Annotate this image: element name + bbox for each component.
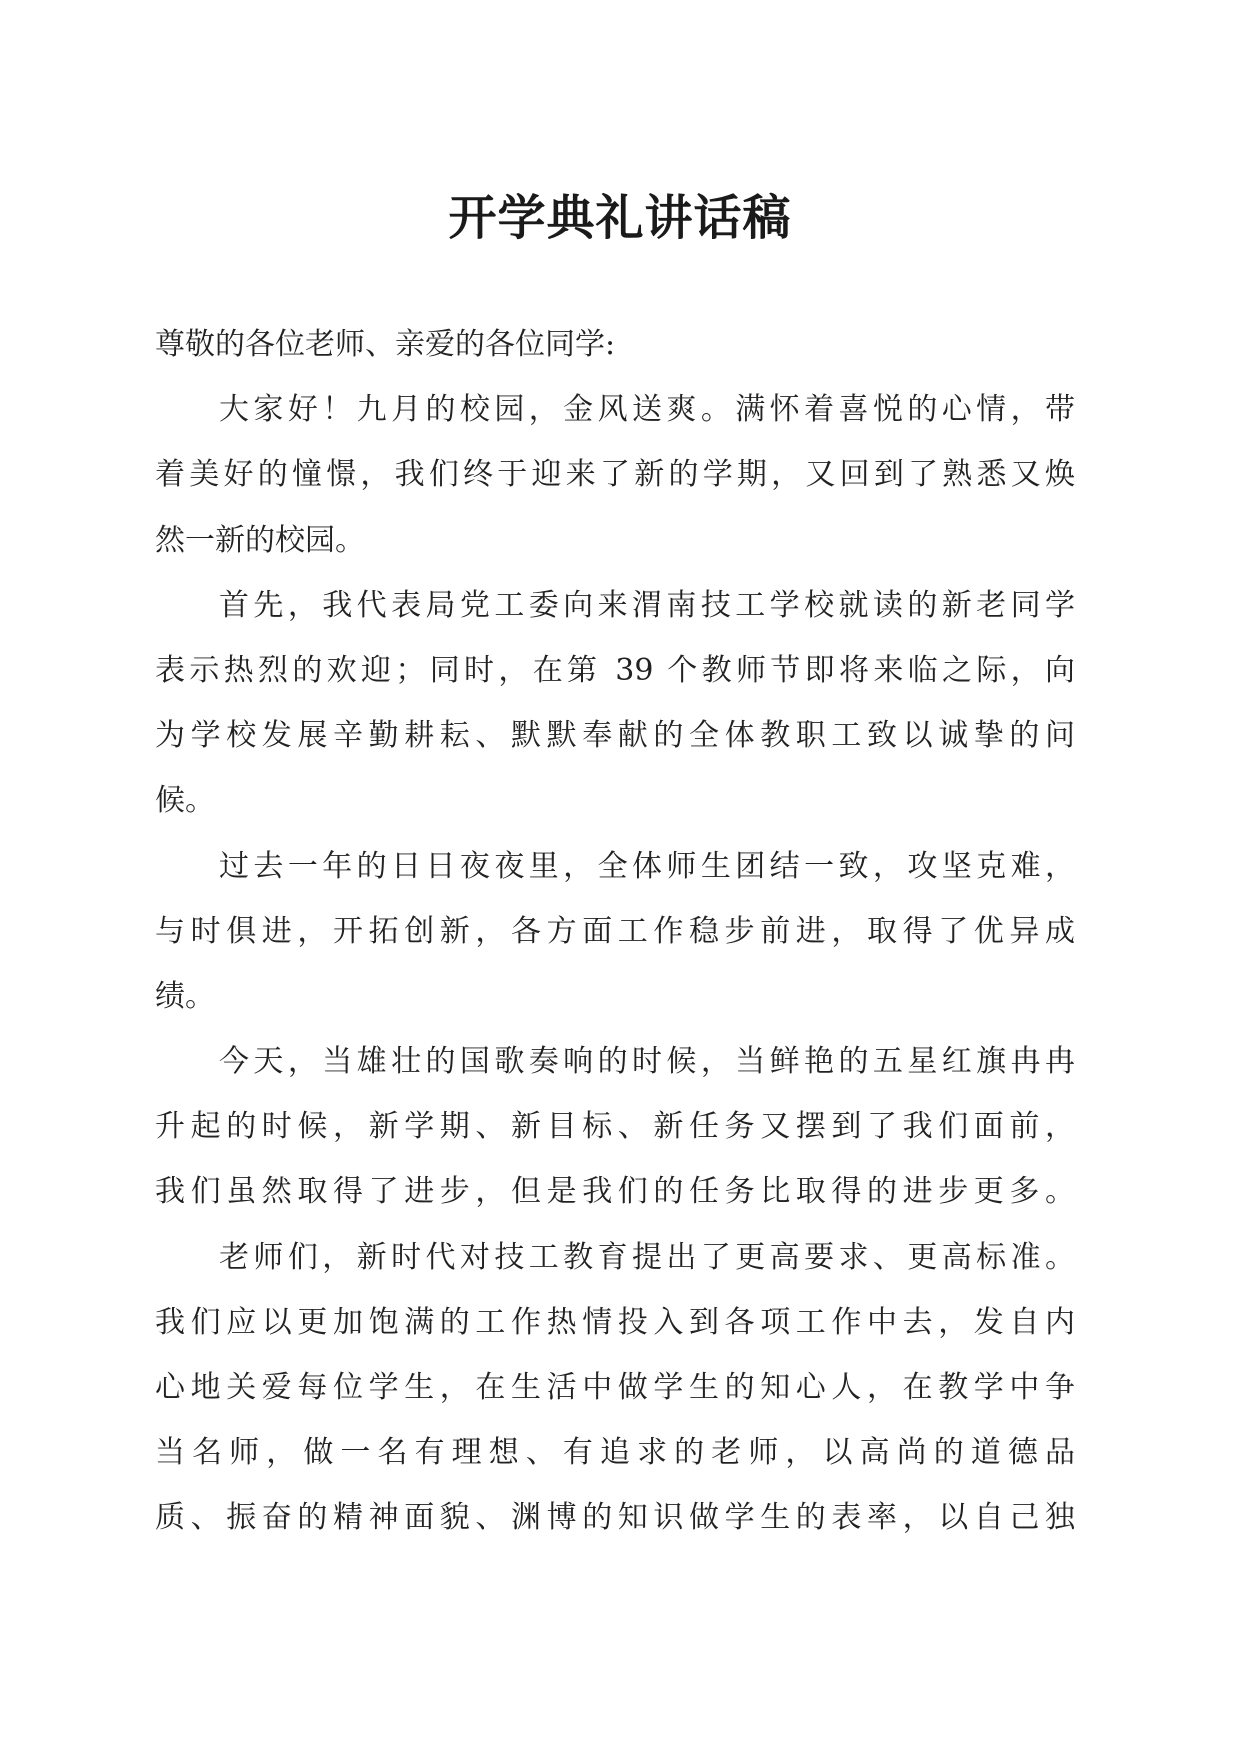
text-line: 与时俱进，开拓创新，各方面工作稳步前进，取得了优异成 xyxy=(155,913,1075,949)
text-line: 老师们，新时代对技工教育提出了更高要求、更高标准。 xyxy=(219,1239,1075,1275)
text-line: 我们虽然取得了进步，但是我们的任务比取得的进步更多。 xyxy=(155,1174,1075,1210)
text-line: 为学校发展辛勤耕耘、默默奉献的全体教职工致以诚挚的问 xyxy=(155,718,1075,754)
text-line: 着美好的憧憬，我们终于迎来了新的学期，又回到了熟悉又焕 xyxy=(155,457,1075,493)
text-line: 候。 xyxy=(155,783,215,819)
text-line: 当名师，做一名有理想、有追求的老师，以高尚的道德品 xyxy=(155,1435,1075,1471)
text-line: 过去一年的日日夜夜里，全体师生团结一致，攻坚克难， xyxy=(219,848,1075,884)
text-line: 表示热烈的欢迎；同时，在第 39 个教师节即将来临之际，向 xyxy=(155,652,1075,688)
greeting-line: 尊敬的各位老师、亲爱的各位同学: xyxy=(155,327,616,362)
document-body xyxy=(155,312,1075,1551)
text-line: 质、振奋的精神面貌、渊博的知识做学生的表率，以自己独 xyxy=(155,1500,1075,1536)
text-line: 我们应以更加饱满的工作热情投入到各项工作中去，发自内 xyxy=(155,1304,1075,1340)
text-line: 大家好！九月的校园，金风送爽。满怀着喜悦的心情，带 xyxy=(219,392,1075,428)
text-line: 升起的时候，新学期、新目标、新任务又摆到了我们面前， xyxy=(155,1109,1075,1145)
text-line: 今天，当雄壮的国歌奏响的时候，当鲜艳的五星红旗冉冉 xyxy=(219,1044,1075,1080)
text-line: 心地关爱每位学生，在生活中做学生的知心人，在教学中争 xyxy=(155,1370,1075,1405)
text-line: 然一新的校园。 xyxy=(155,522,365,558)
text-line: 绩。 xyxy=(155,978,215,1014)
document-title: 开学典礼讲话稿 xyxy=(448,190,792,246)
text-line: 首先，我代表局党工委向来渭南技工学校就读的新老同学 xyxy=(219,587,1075,623)
